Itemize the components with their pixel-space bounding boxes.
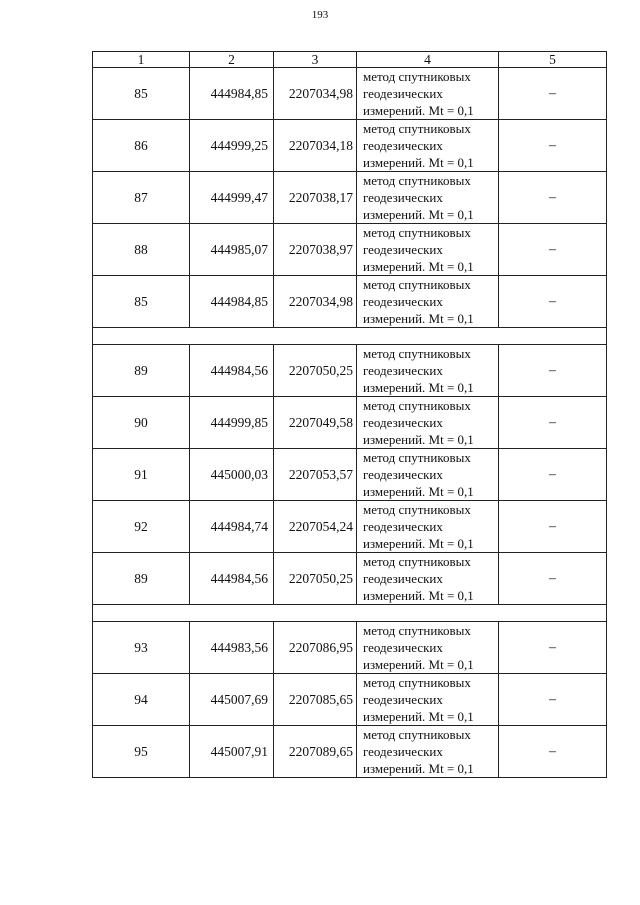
point-number-cell: 86 xyxy=(93,120,190,172)
method-cell xyxy=(357,345,499,397)
method-line: измерений. Mt = 0,1 xyxy=(363,380,474,395)
method-cell xyxy=(357,276,499,328)
header-col-3: 3 xyxy=(274,52,357,68)
header-col-5: 5 xyxy=(499,52,607,68)
method-line: измерений. Mt = 0,1 xyxy=(363,536,474,551)
x-coordinate-cell: 445000,03 xyxy=(190,449,274,501)
y-coordinate-cell: 2207053,57 xyxy=(274,449,357,501)
method-line: геодезических xyxy=(363,519,443,534)
table-row xyxy=(93,449,607,501)
header-row xyxy=(93,52,607,68)
method-line: измерений. Mt = 0,1 xyxy=(363,103,474,118)
table-row xyxy=(93,224,607,276)
method-line: метод спутниковых xyxy=(363,225,471,240)
x-coordinate-cell: 444999,47 xyxy=(190,172,274,224)
method-cell xyxy=(357,120,499,172)
header-col-4: 4 xyxy=(357,52,499,68)
table-row xyxy=(93,622,607,674)
method-line: метод спутниковых xyxy=(363,554,471,569)
y-coordinate-cell: 2207086,95 xyxy=(274,622,357,674)
method-line: измерений. Mt = 0,1 xyxy=(363,588,474,603)
method-line: метод спутниковых xyxy=(363,69,471,84)
method-line: измерений. Mt = 0,1 xyxy=(363,657,474,672)
separator-cell xyxy=(93,605,607,622)
point-number-cell: 87 xyxy=(93,172,190,224)
point-number-cell: 85 xyxy=(93,276,190,328)
method-line: измерений. Mt = 0,1 xyxy=(363,709,474,724)
y-coordinate-cell: 2207034,98 xyxy=(274,276,357,328)
group-separator-row xyxy=(93,605,607,622)
point-number-cell: 92 xyxy=(93,501,190,553)
x-coordinate-cell: 444984,74 xyxy=(190,501,274,553)
point-number-cell: 89 xyxy=(93,345,190,397)
accuracy-dash-cell: – xyxy=(499,172,607,224)
method-line: геодезических xyxy=(363,744,443,759)
table-row xyxy=(93,120,607,172)
y-coordinate-cell: 2207050,25 xyxy=(274,553,357,605)
accuracy-dash-cell: – xyxy=(499,501,607,553)
table-row xyxy=(93,68,607,120)
method-cell xyxy=(357,622,499,674)
accuracy-dash-cell: – xyxy=(499,622,607,674)
accuracy-dash-cell: – xyxy=(499,224,607,276)
method-line: измерений. Mt = 0,1 xyxy=(363,155,474,170)
accuracy-dash-cell: – xyxy=(499,120,607,172)
separator-cell xyxy=(93,328,607,345)
table-row xyxy=(93,172,607,224)
accuracy-dash-cell: – xyxy=(499,345,607,397)
table-row xyxy=(93,674,607,726)
method-cell xyxy=(357,68,499,120)
method-line: геодезических xyxy=(363,415,443,430)
method-line: метод спутниковых xyxy=(363,623,471,638)
x-coordinate-cell: 444984,85 xyxy=(190,276,274,328)
point-number-cell: 88 xyxy=(93,224,190,276)
method-line: геодезических xyxy=(363,190,443,205)
y-coordinate-cell: 2207038,17 xyxy=(274,172,357,224)
table-row xyxy=(93,553,607,605)
x-coordinate-cell: 445007,69 xyxy=(190,674,274,726)
accuracy-dash-cell: – xyxy=(499,449,607,501)
method-line: метод спутниковых xyxy=(363,727,471,742)
x-coordinate-cell: 445007,91 xyxy=(190,726,274,778)
method-line: измерений. Mt = 0,1 xyxy=(363,761,474,776)
page-number: 193 xyxy=(311,9,329,21)
y-coordinate-cell: 2207054,24 xyxy=(274,501,357,553)
method-cell xyxy=(357,224,499,276)
header-col-2: 2 xyxy=(190,52,274,68)
method-line: геодезических xyxy=(363,363,443,378)
method-cell xyxy=(357,501,499,553)
method-cell xyxy=(357,553,499,605)
method-line: измерений. Mt = 0,1 xyxy=(363,311,474,326)
group-separator-row xyxy=(93,328,607,345)
method-cell xyxy=(357,726,499,778)
method-cell xyxy=(357,172,499,224)
method-line: геодезических xyxy=(363,692,443,707)
x-coordinate-cell: 444984,85 xyxy=(190,68,274,120)
method-line: метод спутниковых xyxy=(363,346,471,361)
header-col-1: 1 xyxy=(93,52,190,68)
method-line: геодезических xyxy=(363,571,443,586)
accuracy-dash-cell: – xyxy=(499,68,607,120)
method-cell xyxy=(357,449,499,501)
x-coordinate-cell: 444984,56 xyxy=(190,553,274,605)
x-coordinate-cell: 444984,56 xyxy=(190,345,274,397)
accuracy-dash-cell: – xyxy=(499,674,607,726)
x-coordinate-cell: 444999,25 xyxy=(190,120,274,172)
point-number-cell: 95 xyxy=(93,726,190,778)
table-row xyxy=(93,501,607,553)
point-number-cell: 93 xyxy=(93,622,190,674)
method-line: метод спутниковых xyxy=(363,277,471,292)
x-coordinate-cell: 444985,07 xyxy=(190,224,274,276)
point-number-cell: 94 xyxy=(93,674,190,726)
method-line: геодезических xyxy=(363,138,443,153)
accuracy-dash-cell: – xyxy=(499,276,607,328)
method-cell xyxy=(357,397,499,449)
method-line: метод спутниковых xyxy=(363,398,471,413)
method-line: геодезических xyxy=(363,640,443,655)
y-coordinate-cell: 2207034,98 xyxy=(274,68,357,120)
accuracy-dash-cell: – xyxy=(499,553,607,605)
method-line: измерений. Mt = 0,1 xyxy=(363,484,474,499)
point-number-cell: 89 xyxy=(93,553,190,605)
method-line: измерений. Mt = 0,1 xyxy=(363,207,474,222)
point-number-cell: 85 xyxy=(93,68,190,120)
point-number-cell: 90 xyxy=(93,397,190,449)
coordinates-table xyxy=(92,51,607,778)
method-line: измерений. Mt = 0,1 xyxy=(363,432,474,447)
x-coordinate-cell: 444999,85 xyxy=(190,397,274,449)
x-coordinate-cell: 444983,56 xyxy=(190,622,274,674)
y-coordinate-cell: 2207050,25 xyxy=(274,345,357,397)
method-line: измерений. Mt = 0,1 xyxy=(363,259,474,274)
point-number-cell: 91 xyxy=(93,449,190,501)
table-row xyxy=(93,345,607,397)
y-coordinate-cell: 2207089,65 xyxy=(274,726,357,778)
method-line: метод спутниковых xyxy=(363,173,471,188)
method-line: геодезических xyxy=(363,294,443,309)
method-line: метод спутниковых xyxy=(363,121,471,136)
table-row xyxy=(93,726,607,778)
accuracy-dash-cell: – xyxy=(499,397,607,449)
y-coordinate-cell: 2207085,65 xyxy=(274,674,357,726)
table-row xyxy=(93,276,607,328)
accuracy-dash-cell: – xyxy=(499,726,607,778)
method-cell xyxy=(357,674,499,726)
method-line: геодезических xyxy=(363,86,443,101)
method-line: метод спутниковых xyxy=(363,675,471,690)
y-coordinate-cell: 2207049,58 xyxy=(274,397,357,449)
y-coordinate-cell: 2207038,97 xyxy=(274,224,357,276)
table-row xyxy=(93,397,607,449)
y-coordinate-cell: 2207034,18 xyxy=(274,120,357,172)
table-body xyxy=(93,68,607,778)
method-line: геодезических xyxy=(363,242,443,257)
method-line: геодезических xyxy=(363,467,443,482)
method-line: метод спутниковых xyxy=(363,450,471,465)
method-line: метод спутниковых xyxy=(363,502,471,517)
